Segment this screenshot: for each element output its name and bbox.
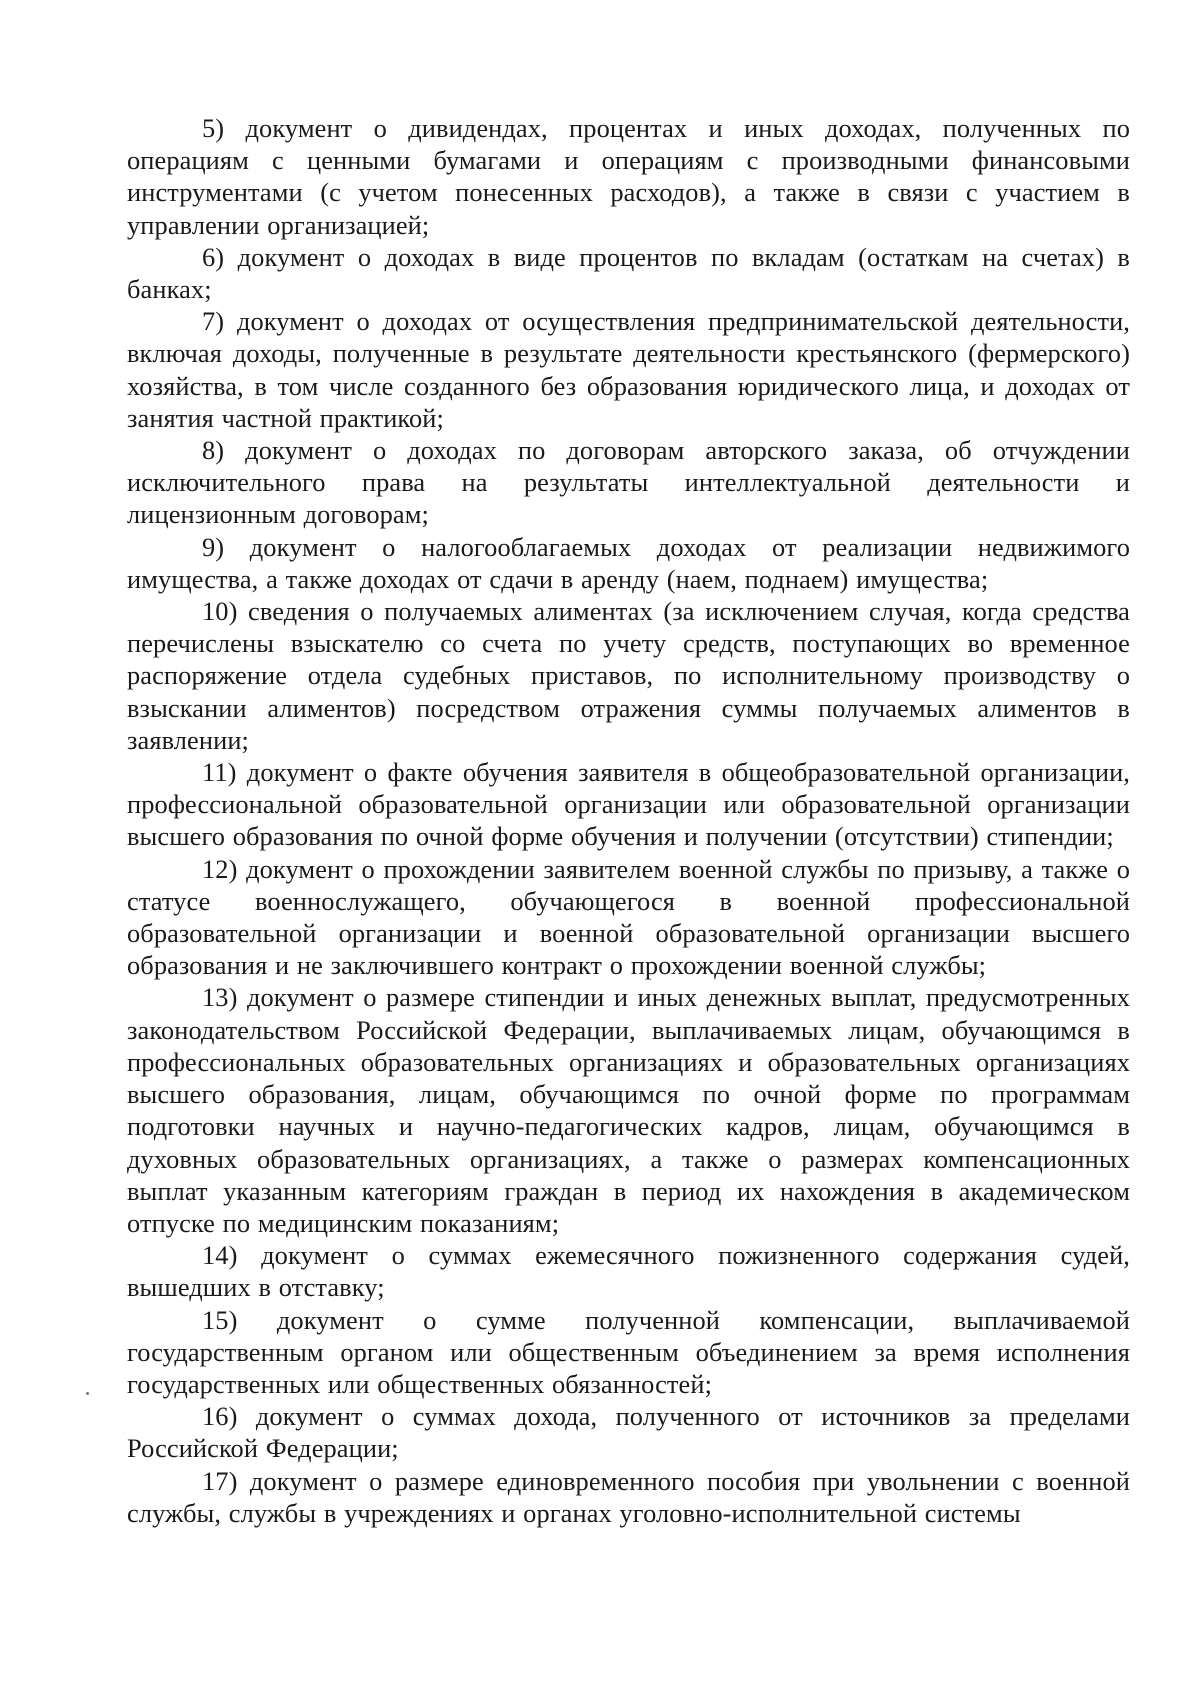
list-item-9: 9) документ о налогооблагаемых доходах от реализации недвижимого имущества, а также доходах от сдачи в аренду (наем, поднаем) имущества; bbox=[127, 531, 1130, 594]
list-item-6: 6) документ о доходах в виде процентов по вкладам (остаткам на счетах) в банках; bbox=[127, 241, 1130, 305]
document-page bbox=[127, 112, 1130, 1529]
list-item-5: 5) документ о дивидендах, процентах и иных доходах, полученных по операциям с ценными бумагами и операциям с производными финансовыми инструментами (с учетом понесенных расходов), а также в связи с участием в управлении организацией; bbox=[127, 113, 1130, 240]
scan-speck bbox=[86, 1392, 89, 1395]
list-item-12: 12) документ о прохождении заявителем военной службы по призыву, а также о статусе военнослужащего, обучающегося в военной профессиональной образовательной организации и военной образовательной организации высшего образования и не заключившего контракт о прохождении военной службы; bbox=[127, 853, 1130, 981]
list-item-10: 10) сведения о получаемых алиментах (за исключением случая, когда средства перечислены взыскателю со счета по учету средств, поступающих во временное распоряжение отдела судебных приставов, по исполнительному производству о взыскании алиментов) посредством отражения суммы получаемых алиментов в заявлении; bbox=[127, 596, 1130, 755]
list-item-13: 13) документ о размере стипендии и иных денежных выплат, предусмотренных законодательством Российской Федерации, выплачиваемых лицам, обучающимся в профессиональных образовательных организациях и образовательных организациях высшего образования, лицам, обучающимся по очной форме по программам подготовки научных и научно-педагогических кадров, лицам, обучающимся в духовных образовательных организациях, а также о размерах компенсационных выплат указанным категориям граждан в период их нахождения в академическом отпуске по медицинским показаниям; bbox=[127, 982, 1130, 1238]
list-item-17: 17) документ о размере единовременного пособия при увольнении с военной службы, службы в учреждениях и органах уголовно-исполнительной системы bbox=[127, 1465, 1130, 1528]
list-item-11: 11) документ о факте обучения заявителя в общеобразовательной организации, профессиональной образовательной организации или образовательной организации высшего образования по очной форме обучения и получении (отсутствии) стипендии; bbox=[127, 757, 1130, 852]
list-item-14: 14) документ о суммах ежемесячного пожизненного содержания судей, вышедших в отставку; bbox=[127, 1240, 1130, 1303]
list-item-15: 15) документ о сумме полученной компенсации, выплачиваемой государственным органом или общественным объединением за время исполнения государственных или общественных обязанностей; bbox=[127, 1304, 1130, 1399]
list-item-7: 7) документ о доходах от осуществления предпринимательской деятельности, включая доходы, полученные в результате деятельности крестьянского (фермерского) хозяйства, в том числе созданного без образования юридического лица, и доходах от занятия частной практикой; bbox=[127, 306, 1130, 433]
list-item-16: 16) документ о суммах дохода, полученного от источников за пределами Российской Федерации; bbox=[127, 1401, 1130, 1464]
list-item-8: 8) документ о доходах по договорам авторского заказа, об отчуждении исключительного права на результаты интеллектуальной деятельности и лицензионным договорам; bbox=[127, 435, 1130, 530]
